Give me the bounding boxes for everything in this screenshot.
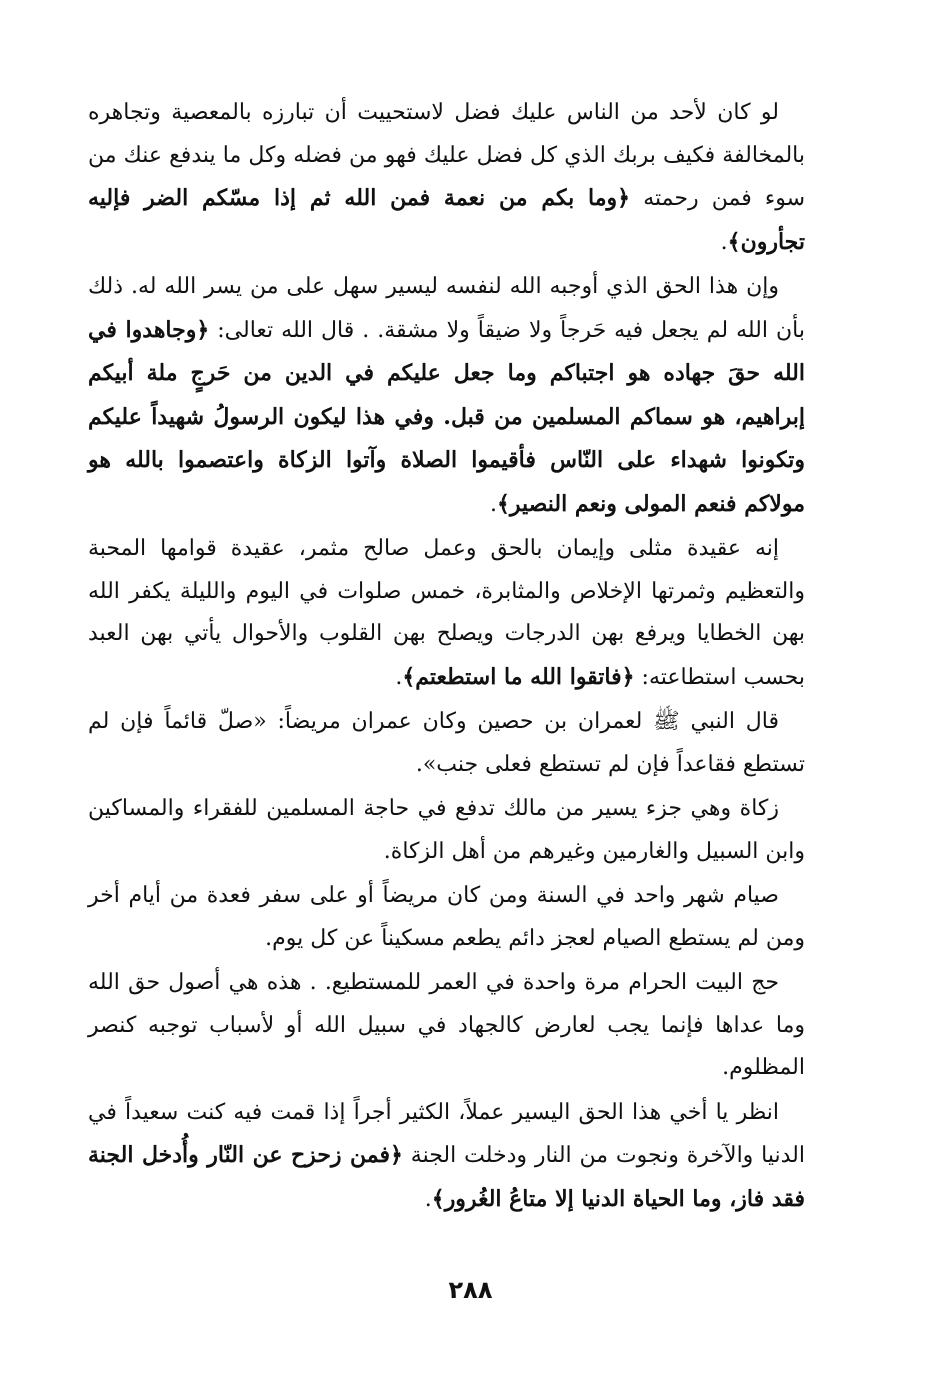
text-segment: . <box>395 664 403 690</box>
paragraph-3 <box>88 528 805 699</box>
paragraph-8 <box>88 1092 805 1222</box>
text-segment: لو كان لأحد من الناس عليك فضل لاستحييت أن تبارزه بالمعصية وتجاهره بالمخالفة فكيف بربك الذي كل فضل عليك فهو من فضله وكل ما يندفع عنك من سوء فمن رحمته <box>88 100 805 211</box>
paragraph-5 <box>88 788 805 873</box>
text-segment: حج البيت الحرام مرة واحدة في العمر للمستطيع. . هذه هي أصول حق الله وما عداها فإنما يجب لعارض كالجهاد في سبيل الله أو لأسباب توجبه كنصر المظلوم. <box>88 970 805 1080</box>
text-segment: . <box>720 229 728 255</box>
paragraph-2 <box>88 266 805 526</box>
text-segment: إنه عقيدة مثلى وإيمان بالحق وعمل صالح مثمر، عقيدة قوامها المحبة والتعظيم وثمرتها الإخلاص والمثابرة، خمس صلوات في اليوم والليلة يكفر الله بهن الخطايا ويرفع بهن الدرجات ويصلح بهن القلوب والأحوال يأتي بهن العبد بحسب استطاعته: <box>88 536 805 690</box>
paragraph-6 <box>88 875 805 960</box>
text-segment: انظر يا أخي هذا الحق اليسير عملاً، الكثير أجراً إذا قمت فيه كنت سعيداً في الدنيا والآخرة ونجوت من النار ودخلت الجنة <box>88 1099 805 1168</box>
quran-quote: ﴿فمن زحزح عن النّار وأُدخل الجنة فقد فاز، وما الحياة الدنيا إلا متاعُ الغُرور﴾ <box>88 1142 805 1212</box>
text-segment: قال النبي ﷺ لعمران بن حصين وكان عمران مريضاً: «صلّ قائماً فإن لم تستطع فقاعداً فإن لم تستطع فعلى جنب». <box>88 709 805 777</box>
text-segment: . <box>490 491 497 517</box>
paragraph-7 <box>88 962 805 1090</box>
text-segment: زكاة وهي جزء يسير من مالك تدفع في حاجة المسلمين للفقراء والمساكين وابن السبيل والغارمين وغيرهم من أهل الزكاة. <box>88 796 805 864</box>
paragraph-4 <box>88 701 805 786</box>
page-body <box>88 92 805 1223</box>
quran-quote: ﴿فاتقوا الله ما استطعتم﴾ <box>402 663 635 690</box>
quran-quote: ﴿وما بكم من نعمة فمن الله ثم إذا مسّكم الضر فإليه تجأرون﴾ <box>88 185 805 255</box>
text-segment: . <box>424 1186 432 1212</box>
paragraph-1 <box>88 92 805 264</box>
text-segment: وإن هذا الحق الذي أوجبه الله لنفسه ليسير سهل على من يسر الله له. ذلك بأن الله لم يجعل فيه حَرجاً ولا ضيقاً ولا مشقة. . قال الله تعالى: <box>88 274 805 343</box>
text-segment: صيام شهر واحد في السنة ومن كان مريضاً أو على سفر فعدة من أيام أخر ومن لم يستطع الصيام لعجز دائم يطعم مسكيناً عن كل يوم. <box>88 883 805 951</box>
quran-quote: ﴿وجاهدوا في الله حقَ جهاده هو اجتباكم وما جعل عليكم في الدين من حَرجٍ ملة أبيكم إبراهيم، هو سماكم المسلمين من قبل. وفي هذا ليكون الرسولُ شهيداً عليكم وتكونوا شهداء على النّاس فأقيموا الصلاة وآتوا الزكاة واعتصموا بالله هو مولاكم فنعم المولى ونعم النصير﴾ <box>88 316 805 517</box>
page-number: ٢٨٨ <box>448 1276 493 1304</box>
